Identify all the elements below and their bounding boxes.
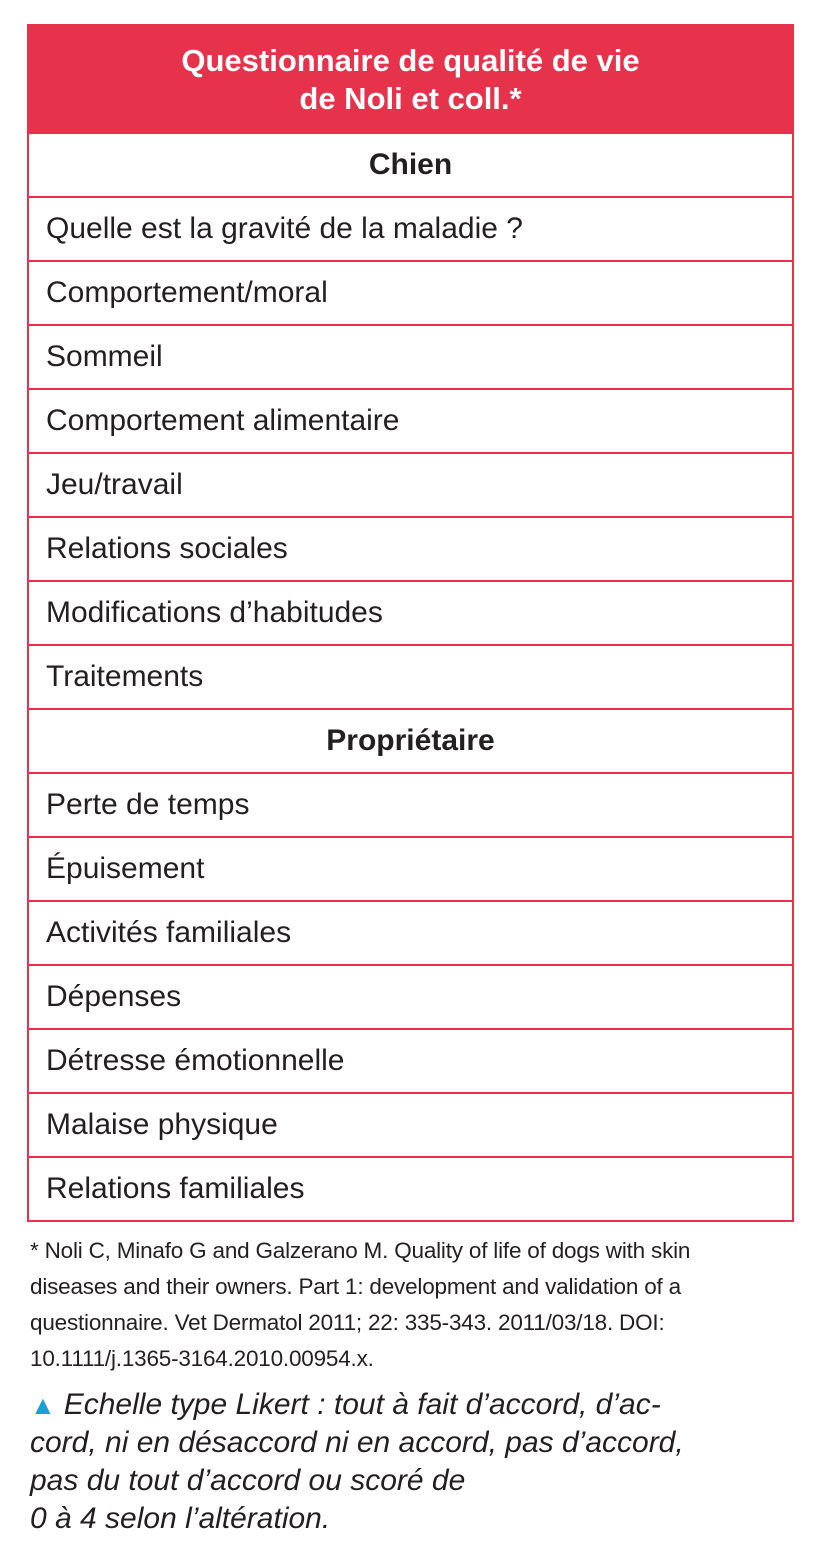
table-row: Sommeil bbox=[29, 324, 792, 388]
likert-line bbox=[30, 1386, 800, 1424]
footnote-line: 10.1111/j.1365-3164.2010.00954.x. bbox=[30, 1346, 374, 1371]
table-row: Modifications d’habitudes bbox=[29, 580, 792, 644]
section-header-proprietaire: Propriétaire bbox=[29, 708, 792, 772]
table-row: Comportement alimentaire bbox=[29, 388, 792, 452]
footnote-line: questionnaire. Vet Dermatol 2011; 22: 335-343. 2011/03/18. DOI: bbox=[30, 1310, 665, 1335]
table-row: Malaise physique bbox=[29, 1092, 792, 1156]
likert-line: pas du tout d’accord ou scoré de bbox=[30, 1464, 466, 1497]
questionnaire-table bbox=[27, 24, 794, 1222]
table-row: Comportement/moral bbox=[29, 260, 792, 324]
table-row: Perte de temps bbox=[29, 772, 792, 836]
likert-note bbox=[30, 1386, 800, 1538]
table-row: Relations familiales bbox=[29, 1156, 792, 1220]
triangle-icon: ▲ bbox=[30, 1390, 56, 1420]
section-header-chien: Chien bbox=[368, 148, 453, 181]
table-title bbox=[29, 26, 792, 134]
table-title-line-1: Questionnaire de qualité de vie bbox=[181, 43, 640, 78]
table-row: Traitements bbox=[29, 644, 792, 708]
likert-line: cord, ni en désaccord ni en accord, pas d’accord, bbox=[30, 1426, 684, 1459]
table-title-line-2: de Noli et coll.* bbox=[299, 81, 522, 116]
table-row: Dépenses bbox=[29, 964, 792, 1028]
table-row: Activités familiales bbox=[29, 900, 792, 964]
likert-line: 0 à 4 selon l’altération. bbox=[30, 1502, 331, 1535]
footnote-line: * Noli C, Minafo G and Galzerano M. Quality of life of dogs with skin bbox=[30, 1238, 691, 1263]
table-row: Relations sociales bbox=[29, 516, 792, 580]
footnote-line: diseases and their owners. Part 1: development and validation of a bbox=[30, 1274, 681, 1299]
likert-line-1: Echelle type Likert : tout à fait d’accord, d’ac- bbox=[63, 1388, 661, 1421]
footnote bbox=[30, 1233, 796, 1377]
table-row: Détresse émotionnelle bbox=[29, 1028, 792, 1092]
table-row: Quelle est la gravité de la maladie ? bbox=[29, 196, 792, 260]
table-row: Épuisement bbox=[29, 836, 792, 900]
table-row: Jeu/travail bbox=[29, 452, 792, 516]
